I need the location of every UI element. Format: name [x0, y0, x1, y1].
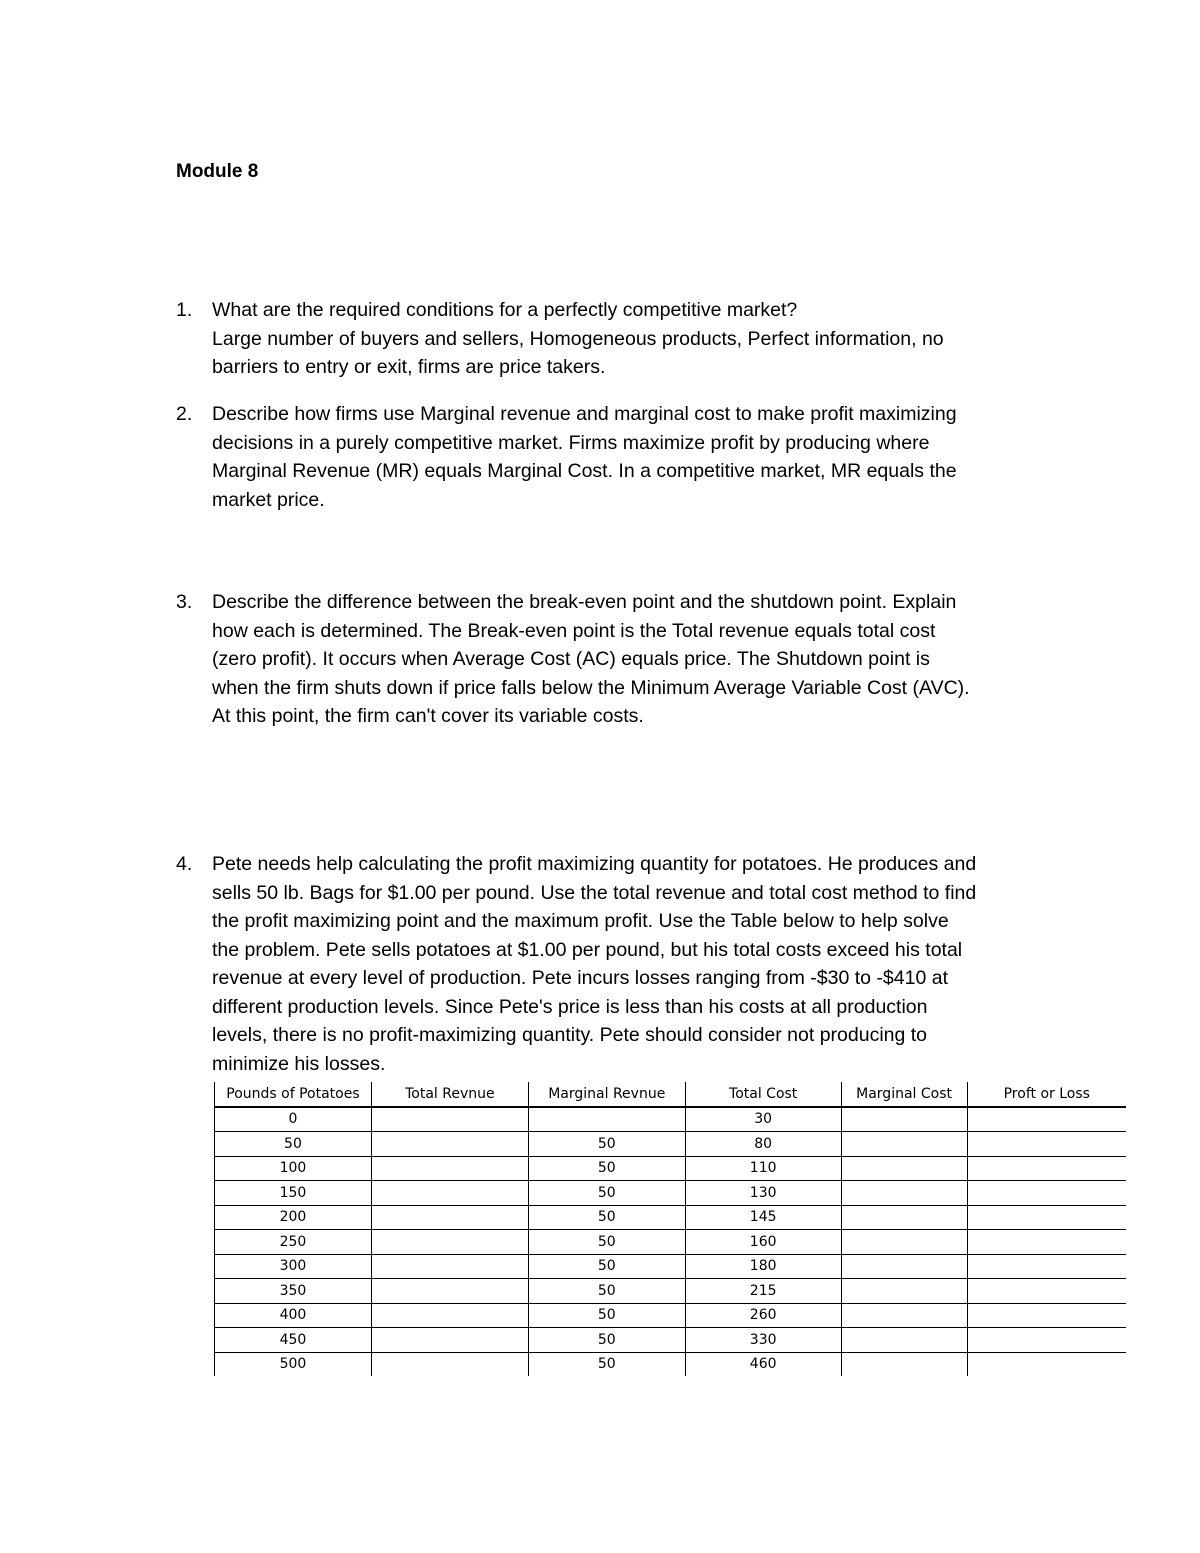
question-2: [176, 400, 1076, 514]
cell-pounds: 50: [215, 1132, 372, 1157]
cell-marginal-cost: [841, 1132, 967, 1157]
cell-marginal-cost: [841, 1352, 967, 1376]
cell-total-cost: 30: [685, 1107, 841, 1132]
table-row: [215, 1156, 1127, 1181]
header-total-cost: Total Cost: [685, 1082, 841, 1107]
cell-total-cost: 180: [685, 1254, 841, 1279]
text-line: sells 50 lb. Bags for $1.00 per pound. Use the total revenue and total cost method to find: [212, 881, 977, 904]
header-profit-or-loss: Proft or Loss: [967, 1082, 1126, 1107]
cell-marginal-cost: [841, 1303, 967, 1328]
text-line: At this point, the firm can't cover its variable costs.: [212, 705, 644, 727]
cell-pounds: 100: [215, 1156, 372, 1181]
cell-profit-or-loss: [967, 1156, 1126, 1181]
table-row: [215, 1205, 1127, 1230]
cell-pounds: 200: [215, 1205, 372, 1230]
question-number: 4.: [176, 853, 193, 875]
header-pounds-of-potatoes: Pounds of Potatoes: [215, 1082, 372, 1107]
table-row: [215, 1181, 1127, 1206]
cell-total-revenue: [371, 1254, 528, 1279]
cell-marginal-cost: [841, 1156, 967, 1181]
text-line: minimize his losses.: [212, 1052, 386, 1075]
cell-marginal-revenue: 50: [528, 1352, 685, 1376]
table-row: [215, 1132, 1127, 1157]
cell-total-revenue: [371, 1181, 528, 1206]
text-line: different production levels. Since Pete's price is less than his costs at all production: [212, 995, 928, 1018]
cell-profit-or-loss: [967, 1132, 1126, 1157]
cell-pounds: 500: [215, 1352, 372, 1376]
cell-marginal-cost: [841, 1181, 967, 1206]
text-line: when the firm shuts down if price falls below the Minimum Average Variable Cost (AVC).: [212, 676, 970, 699]
header-marginal-revenue: Marginal Revnue: [528, 1082, 685, 1107]
cell-total-cost: 460: [685, 1352, 841, 1376]
table-row: [215, 1254, 1127, 1279]
cell-profit-or-loss: [967, 1254, 1126, 1279]
text-line: levels, there is no profit-maximizing quantity. Pete should consider not producing to: [212, 1024, 928, 1046]
table-row: [215, 1328, 1127, 1353]
text-line: Describe the difference between the break-even point and the shutdown point. Explain: [212, 591, 957, 613]
text-line: (zero profit). It occurs when Average Cost (AC) equals price. The Shutdown point is: [212, 648, 930, 670]
cell-profit-or-loss: [967, 1107, 1126, 1132]
cell-total-revenue: [371, 1230, 528, 1255]
question-text: [212, 400, 1076, 514]
text-line: Large number of buyers and sellers, Homogeneous products, Perfect information, no: [212, 327, 944, 350]
header-marginal-cost: Marginal Cost: [841, 1082, 967, 1107]
question-3: [176, 588, 1076, 731]
cell-total-cost: 330: [685, 1328, 841, 1353]
cell-marginal-revenue: 50: [528, 1279, 685, 1304]
cell-marginal-revenue: 50: [528, 1328, 685, 1353]
cell-pounds: 0: [215, 1107, 372, 1132]
question-text: [212, 296, 1076, 382]
cell-pounds: 250: [215, 1230, 372, 1255]
cell-total-cost: 145: [685, 1205, 841, 1230]
cell-pounds: 400: [215, 1303, 372, 1328]
cell-marginal-revenue: 50: [528, 1205, 685, 1230]
cell-total-revenue: [371, 1107, 528, 1132]
cell-total-cost: 215: [685, 1279, 841, 1304]
question-1: [176, 296, 1076, 382]
cell-pounds: 350: [215, 1279, 372, 1304]
cell-marginal-cost: [841, 1107, 967, 1132]
text-line: revenue at every level of production. Pete incurs losses ranging from -$30 to -$410 at: [212, 967, 948, 989]
cell-total-revenue: [371, 1352, 528, 1376]
text-line: decisions in a purely competitive market. Firms maximize profit by producing where: [212, 431, 930, 454]
cell-marginal-revenue: 50: [528, 1303, 685, 1328]
cell-pounds: 450: [215, 1328, 372, 1353]
table-row: [215, 1107, 1127, 1132]
cell-total-revenue: [371, 1279, 528, 1304]
table-row: [215, 1303, 1127, 1328]
question-text: [212, 588, 1076, 731]
text-line: What are the required conditions for a perfectly competitive market?: [212, 299, 798, 321]
cell-profit-or-loss: [967, 1352, 1126, 1376]
cell-profit-or-loss: [967, 1205, 1126, 1230]
text-line: barriers to entry or exit, firms are price takers.: [212, 356, 606, 378]
cell-total-cost: 130: [685, 1181, 841, 1206]
cell-profit-or-loss: [967, 1279, 1126, 1304]
table-row: [215, 1352, 1127, 1376]
text-line: Describe how firms use Marginal revenue and marginal cost to make profit maximizing: [212, 403, 957, 425]
cell-total-revenue: [371, 1132, 528, 1157]
question-number: 1.: [176, 299, 193, 321]
cell-marginal-cost: [841, 1279, 967, 1304]
cell-marginal-revenue: 50: [528, 1132, 685, 1157]
header-total-revenue: Total Revnue: [371, 1082, 528, 1107]
text-line: the profit maximizing point and the maximum profit. Use the Table below to help solve: [212, 910, 949, 932]
text-line: the problem. Pete sells potatoes at $1.00 per pound, but his total costs exceed his total: [212, 938, 963, 961]
cell-total-revenue: [371, 1156, 528, 1181]
cell-total-revenue: [371, 1303, 528, 1328]
table-row: [215, 1230, 1127, 1255]
cell-total-cost: 160: [685, 1230, 841, 1255]
cell-marginal-revenue: [528, 1107, 685, 1132]
question-4: [176, 850, 1076, 1078]
cell-marginal-revenue: 50: [528, 1156, 685, 1181]
cell-marginal-cost: [841, 1328, 967, 1353]
cell-total-cost: 260: [685, 1303, 841, 1328]
cell-marginal-revenue: 50: [528, 1254, 685, 1279]
question-number: 3.: [176, 591, 193, 613]
cell-marginal-cost: [841, 1254, 967, 1279]
text-line: Pete needs help calculating the profit maximizing quantity for potatoes. He produces and: [212, 853, 977, 875]
question-text: [212, 850, 1076, 1078]
text-line: market price.: [212, 488, 325, 511]
cell-total-revenue: [371, 1328, 528, 1353]
cell-profit-or-loss: [967, 1303, 1126, 1328]
page-title: Module 8: [176, 161, 259, 182]
cell-total-cost: 80: [685, 1132, 841, 1157]
cell-marginal-cost: [841, 1205, 967, 1230]
cell-profit-or-loss: [967, 1328, 1126, 1353]
cell-total-revenue: [371, 1205, 528, 1230]
cell-marginal-cost: [841, 1230, 967, 1255]
cell-marginal-revenue: 50: [528, 1181, 685, 1206]
cell-pounds: 300: [215, 1254, 372, 1279]
table-row: [215, 1279, 1127, 1304]
potato-cost-table: [214, 1082, 1126, 1376]
cell-profit-or-loss: [967, 1181, 1126, 1206]
cell-marginal-revenue: 50: [528, 1230, 685, 1255]
question-number: 2.: [176, 403, 193, 425]
cell-profit-or-loss: [967, 1230, 1126, 1255]
text-line: Marginal Revenue (MR) equals Marginal Cost. In a competitive market, MR equals the: [212, 460, 957, 482]
table-header-row: [215, 1082, 1127, 1107]
cell-pounds: 150: [215, 1181, 372, 1206]
cell-total-cost: 110: [685, 1156, 841, 1181]
text-line: how each is determined. The Break-even point is the Total revenue equals total cost: [212, 619, 936, 642]
